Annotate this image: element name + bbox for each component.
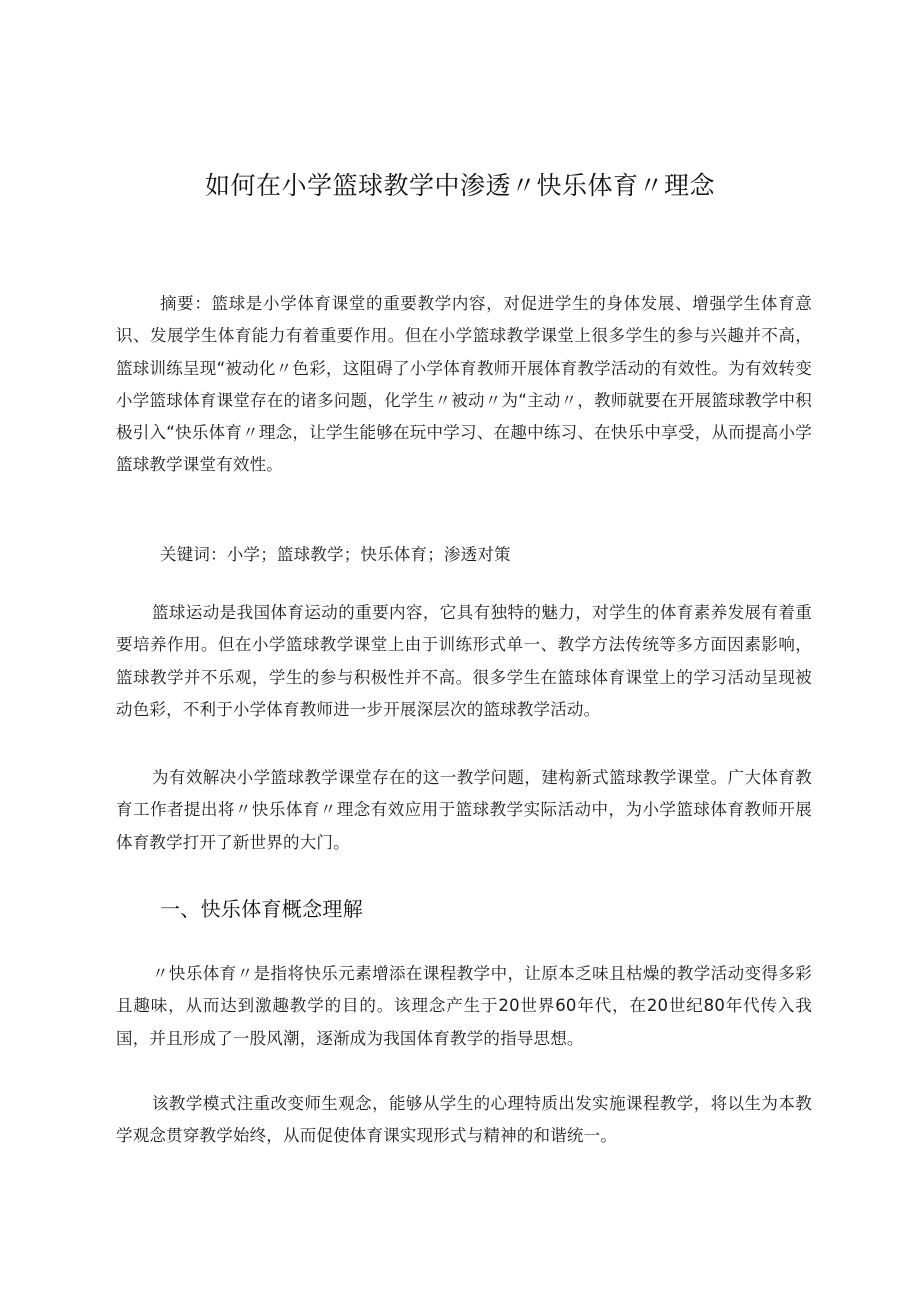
section-heading-1: 一、快乐体育概念理解 (160, 897, 363, 921)
body-paragraph-4: 该教学模式注重改变师生观念，能够从学生的心理特质出发实施课程教学，将以生为本教学观念贯穿教学始终，从而促使体育课实现形式与精神的和谐统一。 (116, 1094, 812, 1146)
keywords-line: 关键词：小学；篮球教学；快乐体育；渗透对策 (160, 545, 511, 564)
body-paragraph-3: 〃快乐体育〃是指将快乐元素增添在课程教学中，让原本乏味且枯燥的教学活动变得多彩且趣味，从而达到激趣教学的目的。该理念产生于20世界60年代，在20世纪80年代传入我国，并且形成了一股风潮，逐渐成为我国体育教学的指导思想。 (116, 964, 812, 1048)
body-paragraph-2: 为有效解决小学篮球教学课堂存在的这一教学问题，建构新式篮球教学课堂。广大体育教育工作者提出将〃快乐体育〃理念有效应用于篮球教学实际活动中，为小学篮球体育教师开展体育教学打开了新世界的大门。 (116, 768, 812, 852)
body-paragraph-1: 篮球运动是我国体育运动的重要内容，它具有独特的魅力，对学生的体育素养发展有着重要培养作用。但在小学篮球教学课堂上由于训练形式单一、教学方法传统等多方面因素影响，篮球教学并不乐观，学生的参与积极性并不高。很多学生在篮球体育课堂上的学习活动呈现被动色彩，不利于小学体育教师进一步开展深层次的篮球教学活动。 (116, 603, 812, 719)
document-title: 如何在小学篮球教学中渗透〃快乐体育〃理念 (204, 171, 715, 200)
abstract-paragraph: 摘要：篮球是小学体育课堂的重要教学内容，对促进学生的身体发展、增强学生体育意识、发展学生体育能力有着重要作用。但在小学篮球教学课堂上很多学生的参与兴趣并不高，篮球训练呈现“被动化〃色彩，这阻碍了小学体育教师开展体育教学活动的有效性。为有效转变小学篮球体育课堂存在的诸多问题，化学生〃被动〃为“主动〃，教师就要在开展篮球教学中积极引入“快乐体育〃理念，让学生能够在玩中学习、在趣中练习、在快乐中享受，从而提高小学篮球教学课堂有效性。 (116, 294, 812, 475)
